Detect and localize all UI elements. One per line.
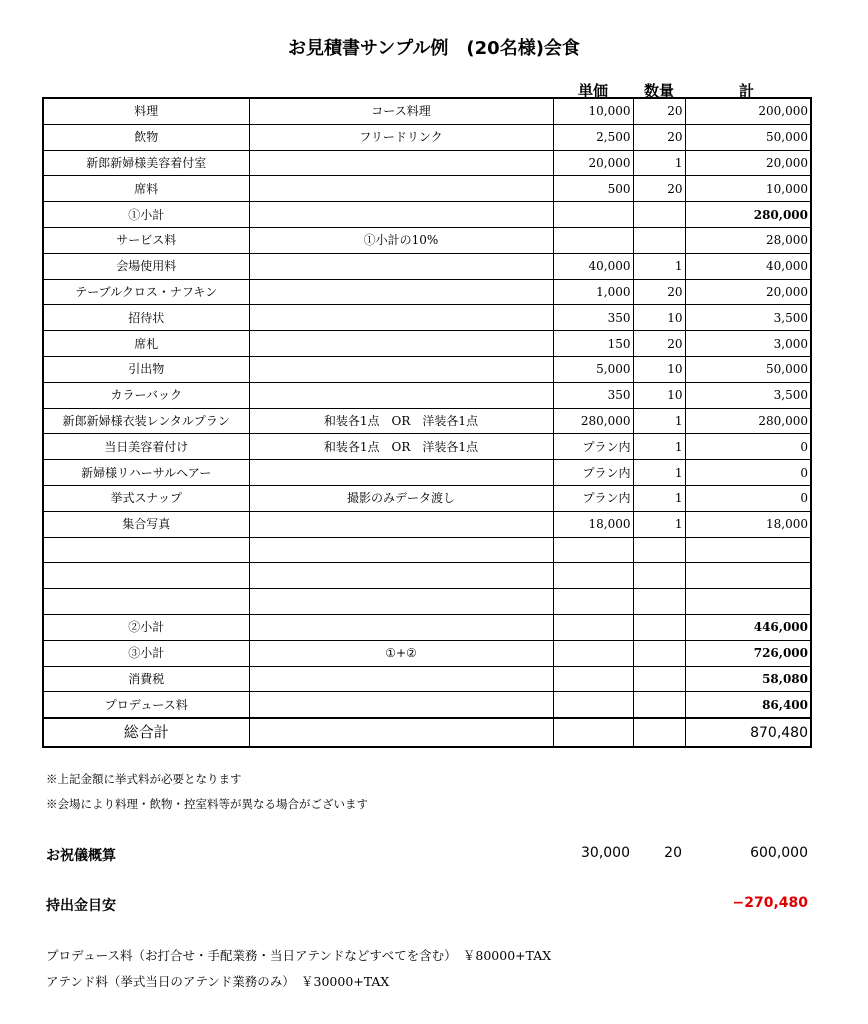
amount-cell	[685, 537, 811, 563]
item-note-cell	[249, 382, 553, 408]
quantity-cell: 1	[633, 434, 685, 460]
item-note-cell	[249, 614, 553, 640]
table-row	[43, 614, 811, 640]
table-row	[43, 279, 811, 305]
amount-cell: 3,500	[685, 305, 811, 331]
gift-estimate-row	[46, 845, 808, 865]
grand-total-label: 総合計	[43, 718, 249, 747]
table-row	[43, 485, 811, 511]
item-name-cell	[43, 589, 249, 615]
table-row	[43, 98, 811, 124]
quantity-cell	[633, 589, 685, 615]
unit-price-header: 単価	[578, 82, 609, 100]
item-name-cell: 料理	[43, 98, 249, 124]
amount-cell: 726,000	[685, 640, 811, 666]
quantity-cell: 10	[633, 382, 685, 408]
unit-price-cell: 2,500	[553, 124, 633, 150]
unit-price-cell: 40,000	[553, 253, 633, 279]
item-note-cell: 和装各1点 OR 洋装各1点	[249, 434, 553, 460]
amount-cell: 0	[685, 434, 811, 460]
amount-cell: 3,500	[685, 382, 811, 408]
item-note-cell	[249, 279, 553, 305]
unit-price-cell	[553, 202, 633, 228]
table-row	[43, 511, 811, 537]
item-name-cell: 飲物	[43, 124, 249, 150]
table-row	[43, 563, 811, 589]
quantity-cell: 1	[633, 511, 685, 537]
produce-fee-line: プロデュース料（お打合せ・手配業務・当日アテンドなどすべてを含む） ￥80000+TAX	[46, 948, 552, 963]
table-row	[43, 202, 811, 228]
item-note-cell	[249, 305, 553, 331]
item-name-cell	[43, 537, 249, 563]
gift-estimate-label: お祝儀概算	[46, 848, 116, 864]
item-name-cell: ③小計	[43, 640, 249, 666]
item-name-cell: 新郎新婦様美容着付室	[43, 150, 249, 176]
unit-price-cell	[553, 666, 633, 692]
unit-price-cell: 18,000	[553, 511, 633, 537]
quantity-cell: 10	[633, 356, 685, 382]
amount-cell	[685, 589, 811, 615]
amount-cell: 280,000	[685, 202, 811, 228]
table-row	[43, 434, 811, 460]
item-note-cell	[249, 460, 553, 486]
quantity-cell: 20	[633, 279, 685, 305]
table-row	[43, 460, 811, 486]
unit-price-cell: プラン内	[553, 460, 633, 486]
table-row	[43, 253, 811, 279]
item-name-cell: 消費税	[43, 666, 249, 692]
amount-cell: 0	[685, 460, 811, 486]
item-note-cell	[249, 692, 553, 718]
table-row	[43, 331, 811, 357]
amount-cell: 50,000	[685, 356, 811, 382]
unit-price-cell: 350	[553, 305, 633, 331]
item-note-cell	[249, 202, 553, 228]
out-of-pocket-row	[46, 895, 808, 915]
unit-price-cell	[553, 537, 633, 563]
item-name-cell: 席料	[43, 176, 249, 202]
note-ceremony-fee: ※上記金額に挙式料が必要となります	[46, 772, 242, 786]
quantity-cell: 1	[633, 408, 685, 434]
note-venue-variance: ※会場により料理・飲物・控室料等が異なる場合がございます	[46, 797, 368, 811]
table-row	[43, 356, 811, 382]
item-name-cell: 会場使用料	[43, 253, 249, 279]
item-name-cell: 挙式スナップ	[43, 485, 249, 511]
item-note-cell	[249, 253, 553, 279]
grand-total-row	[43, 718, 811, 747]
unit-price-cell: 1,000	[553, 279, 633, 305]
table-row	[43, 150, 811, 176]
quantity-cell	[633, 537, 685, 563]
item-note-cell: コース料理	[249, 98, 553, 124]
item-note-cell	[249, 150, 553, 176]
quantity-cell	[633, 563, 685, 589]
out-of-pocket-label: 持出金目安	[46, 898, 116, 914]
table-row	[43, 305, 811, 331]
quantity-cell: 10	[633, 305, 685, 331]
item-name-cell: ①小計	[43, 202, 249, 228]
quantity-cell: 20	[633, 176, 685, 202]
item-note-cell: ①+②	[249, 640, 553, 666]
item-note-cell	[249, 537, 553, 563]
item-note-cell	[249, 511, 553, 537]
table-row	[43, 124, 811, 150]
out-of-pocket-total: −270,480	[732, 895, 808, 911]
item-note-cell: 撮影のみデータ渡し	[249, 485, 553, 511]
table-row	[43, 589, 811, 615]
amount-cell: 446,000	[685, 614, 811, 640]
item-name-cell: テーブルクロス・ナフキン	[43, 279, 249, 305]
quantity-cell: 1	[633, 485, 685, 511]
amount-cell	[685, 563, 811, 589]
amount-cell: 280,000	[685, 408, 811, 434]
quantity-cell: 20	[633, 98, 685, 124]
table-row	[43, 382, 811, 408]
attend-fee-line: アテンド料（挙式当日のアテンド業務のみ） ￥30000+TAX	[46, 974, 390, 989]
amount-cell: 40,000	[685, 253, 811, 279]
quantity-cell	[633, 692, 685, 718]
table-row	[43, 227, 811, 253]
unit-price-cell	[553, 589, 633, 615]
item-name-cell: 引出物	[43, 356, 249, 382]
item-name-cell: サービス料	[43, 227, 249, 253]
item-name-cell: 席札	[43, 331, 249, 357]
unit-price-cell: 500	[553, 176, 633, 202]
quantity-cell	[633, 227, 685, 253]
item-note-cell	[249, 666, 553, 692]
item-name-cell: 新郎新婦様衣装レンタルプラン	[43, 408, 249, 434]
amount-cell: 28,000	[685, 227, 811, 253]
unit-price-cell: プラン内	[553, 485, 633, 511]
item-note-cell: 和装各1点 OR 洋装各1点	[249, 408, 553, 434]
quantity-cell: 20	[633, 331, 685, 357]
total-header: 計	[739, 82, 755, 100]
table-row	[43, 640, 811, 666]
quantity-cell: 1	[633, 460, 685, 486]
quote-table	[42, 97, 812, 748]
item-name-cell: 招待状	[43, 305, 249, 331]
unit-price-cell: 280,000	[553, 408, 633, 434]
unit-price-cell: 10,000	[553, 98, 633, 124]
grand-total-amount: 870,480	[685, 718, 811, 747]
page-title: お見積書サンプル例 (20名様)会食	[288, 38, 580, 59]
table-row	[43, 176, 811, 202]
table-row	[43, 537, 811, 563]
quantity-cell: 1	[633, 253, 685, 279]
item-note-cell	[249, 176, 553, 202]
item-name-cell: プロデュース料	[43, 692, 249, 718]
quantity-cell	[633, 640, 685, 666]
quantity-cell	[633, 202, 685, 228]
unit-price-cell	[553, 614, 633, 640]
quantity-cell	[633, 614, 685, 640]
item-name-cell	[43, 563, 249, 589]
item-name-cell: カラーバック	[43, 382, 249, 408]
table-row	[43, 408, 811, 434]
quantity-header: 数量	[644, 82, 675, 100]
unit-price-cell: プラン内	[553, 434, 633, 460]
item-note-cell	[249, 589, 553, 615]
unit-price-cell: 20,000	[553, 150, 633, 176]
amount-cell: 20,000	[685, 150, 811, 176]
amount-cell: 10,000	[685, 176, 811, 202]
amount-cell: 50,000	[685, 124, 811, 150]
item-note-cell	[249, 563, 553, 589]
gift-estimate-total: 600,000	[750, 845, 808, 861]
amount-cell: 18,000	[685, 511, 811, 537]
unit-price-cell: 5,000	[553, 356, 633, 382]
unit-price-cell	[553, 692, 633, 718]
amount-cell: 0	[685, 485, 811, 511]
item-name-cell: 新婦様リハーサルヘアー	[43, 460, 249, 486]
item-note-cell	[249, 356, 553, 382]
item-name-cell: ②小計	[43, 614, 249, 640]
item-note-cell: ①小計の10%	[249, 227, 553, 253]
quantity-cell: 1	[633, 150, 685, 176]
unit-price-cell: 150	[553, 331, 633, 357]
amount-cell: 86,400	[685, 692, 811, 718]
amount-cell: 3,000	[685, 331, 811, 357]
gift-estimate-qty: 20	[664, 845, 682, 861]
amount-cell: 20,000	[685, 279, 811, 305]
unit-price-cell	[553, 640, 633, 666]
unit-price-cell	[553, 227, 633, 253]
unit-price-cell: 350	[553, 382, 633, 408]
gift-estimate-unit: 30,000	[581, 845, 630, 861]
amount-cell: 200,000	[685, 98, 811, 124]
table-row	[43, 666, 811, 692]
item-name-cell: 集合写真	[43, 511, 249, 537]
item-note-cell: フリードリンク	[249, 124, 553, 150]
quantity-cell: 20	[633, 124, 685, 150]
item-note-cell	[249, 331, 553, 357]
table-row	[43, 692, 811, 718]
item-name-cell: 当日美容着付け	[43, 434, 249, 460]
quantity-cell	[633, 666, 685, 692]
unit-price-cell	[553, 563, 633, 589]
amount-cell: 58,080	[685, 666, 811, 692]
